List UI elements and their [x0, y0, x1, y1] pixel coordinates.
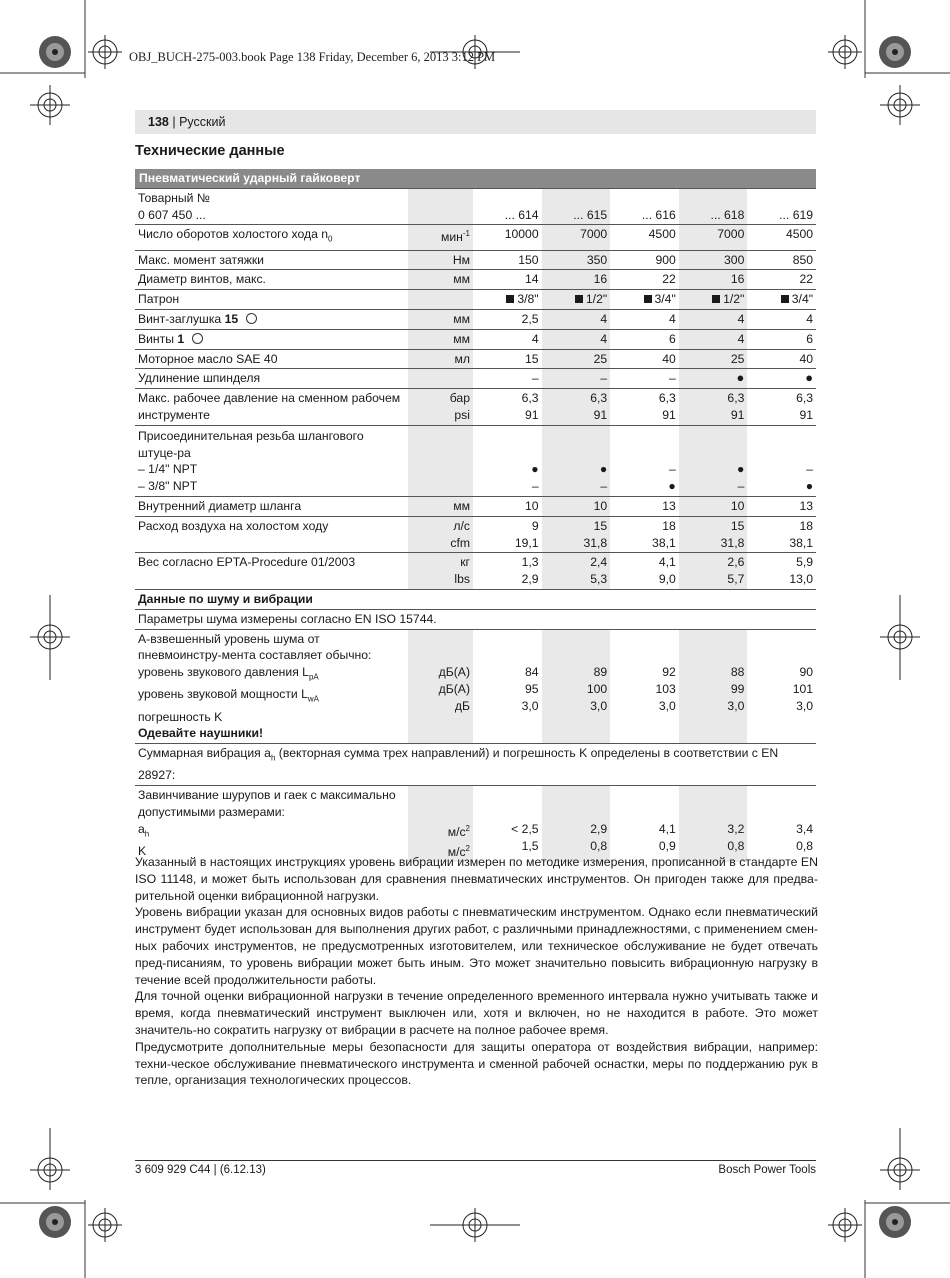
cell-value: 4 [542, 329, 611, 349]
noise-note: Параметры шума измерены согласно EN ISO 15744. [135, 609, 816, 629]
cell-value: 25 [542, 349, 611, 369]
table-row [135, 329, 816, 349]
table-row [135, 290, 816, 310]
cell-value: 22 [610, 270, 679, 290]
circle-icon [246, 313, 257, 324]
page-language: Русский [179, 115, 226, 129]
table-row: Присоединительная резьба шлангового штуце-ра – 1/4" NPT – 3/8" NPT ● – ● – – ● ● – – ● [135, 425, 816, 496]
cell-value: 40 [747, 349, 816, 369]
cell-value: 6 [747, 329, 816, 349]
cell-value: 350 [542, 250, 611, 270]
part-number: 1 [177, 331, 185, 346]
circle-icon [192, 333, 203, 344]
cell-value: 4 [610, 310, 679, 330]
cell-value: 25 [679, 349, 748, 369]
square-drive-icon [575, 295, 583, 303]
section-title: Технические данные [135, 143, 285, 159]
thread-option: – 3/8" NPT [138, 479, 198, 494]
row-label: Винт-заглушка [138, 312, 222, 327]
table-row [135, 609, 816, 629]
table-row: Макс. рабочее давление на сменном рабочем инструменте бар psi 6,3 91 6,3 91 6,3 91 6,3 91 6,3 91 [135, 389, 816, 426]
row-unit: мм [408, 329, 473, 349]
square-drive-icon [712, 295, 720, 303]
table-header: Пневматический ударный гайковерт [135, 169, 816, 188]
row-label: Винты [138, 331, 175, 346]
cell-value: 1/2" [585, 292, 608, 307]
star-target-tr [879, 36, 911, 68]
print-header: OBJ_BUCH-275-003.book Page 138 Friday, December 6, 2013 3:12 PM [129, 50, 496, 64]
cell-value: 4 [679, 329, 748, 349]
table-row: Внутренний диаметр шланга мм 10 10 13 10 13 [135, 496, 816, 516]
row-label: Патрон [135, 290, 408, 310]
model-number: ... 614 [504, 207, 539, 222]
row-label: Диаметр винтов, макс. [135, 270, 408, 290]
cell-value: 15 [473, 349, 542, 369]
model-number: ... 616 [641, 207, 676, 222]
cell-value: 7000 [542, 225, 611, 250]
table-subheader-row [135, 589, 816, 609]
registration-mark-left [30, 85, 70, 1190]
row-label: Внутренний диаметр шланга [135, 496, 408, 516]
row-unit: Нм [408, 250, 473, 270]
cell-value: 14 [473, 270, 542, 290]
table-row: Завинчивание шурупов и гаек с максимально допустимыми размерами: $a_h$ K $м/с^2$ $м/с^2$ < 2,5 1,5 2,9 0,8 4,1 0,9 3,2 0,8 3,4 0,8 [135, 786, 816, 862]
spec-table [135, 169, 816, 862]
cell-value: 4 [542, 310, 611, 330]
table-row [135, 349, 816, 369]
row-unit: psi [454, 408, 470, 422]
table-row [135, 744, 816, 786]
page-header-band: 138 | Русский [135, 110, 816, 134]
row-unit: мин [440, 230, 463, 245]
registration-mark-bl [88, 1208, 122, 1242]
row-unit: мм [408, 496, 473, 516]
registration-mark-tl [88, 35, 122, 69]
registration-mark-br [828, 1208, 862, 1242]
page-number: 138 [148, 115, 169, 129]
footer-divider [135, 1160, 816, 1161]
cell-value: 22 [747, 270, 816, 290]
cell-value: 850 [747, 250, 816, 270]
article-prefix: 0 607 450 ... [138, 207, 206, 222]
square-drive-icon [644, 295, 652, 303]
cell-value: ● [747, 369, 816, 389]
cell-value: 150 [473, 250, 542, 270]
table-row [135, 188, 816, 225]
model-number: ... 615 [573, 207, 608, 222]
row-label: Макс. рабочее давление на сменном рабочем инструменте [135, 389, 408, 426]
square-drive-icon [506, 295, 514, 303]
cell-value: 1/2" [723, 292, 745, 307]
row-label: Присоединительная резьба шлангового штуце-ра [138, 428, 364, 460]
star-target-bl [39, 1206, 71, 1238]
row-label: Удлинение шпинделя [135, 369, 408, 389]
cell-value: 40 [610, 349, 679, 369]
square-drive-icon [781, 295, 789, 303]
vibration-note: Суммарная вибрация $a_h$ (векторная сумма трех направлений) и погрешность K определены в соответствии с EN 28927: [135, 744, 816, 786]
row-unit: мм [408, 270, 473, 290]
noise-title: Данные по шуму и вибрации [135, 589, 816, 609]
cell-value: 3/4" [654, 292, 676, 307]
cell-value: 300 [679, 250, 748, 270]
cell-value: 4 [473, 329, 542, 349]
row-label: Расход воздуха на холостом ходу [135, 516, 408, 553]
body-text [135, 854, 818, 1089]
row-unit: мл [408, 349, 473, 369]
cell-value: 2,5 [473, 310, 542, 330]
cell-value: 16 [542, 270, 611, 290]
table-row [135, 270, 816, 290]
row-unit: мм [408, 310, 473, 330]
table-row: А-взвешенный уровень шума от пневмоинстру-мента составляет обычно: уровень звукового давления $L_{pA}$ уровень звуковой мощности $L_{wA}$ погрешность K Одевайте наушники! дБ(A) дБ(A) дБ 84 95 3,0 89 100 3,0 92 103 3,0 88 99 3,0 90 101 3,0 [135, 629, 816, 744]
row-label: Число оборотов холостого хода n [138, 227, 329, 242]
table-row [135, 369, 816, 389]
table-row [135, 250, 816, 270]
row-label: Макс. момент затяжки [135, 250, 408, 270]
cell-value: 7000 [679, 225, 748, 250]
table-row: Расход воздуха на холостом ходу л/с cfm 9 19,1 15 31,8 18 38,1 15 31,8 18 38,1 [135, 516, 816, 553]
hearing-warning: Одевайте наушники! [138, 726, 264, 741]
footer-doc-number: 3 609 929 C44 | (6.12.13) [135, 1164, 266, 1176]
table-row: Число оборотов холостого хода $n_0$ мин$^{-1}$ 10000 7000 4500 7000 4500 [135, 225, 816, 250]
registration-mark-tr [828, 35, 862, 69]
table-row [135, 310, 816, 330]
registration-mark-right [880, 85, 920, 1190]
part-number: 15 [224, 312, 239, 327]
table-header-row [135, 169, 816, 188]
cell-value: 4500 [610, 225, 679, 250]
registration-mark-bottom [430, 1208, 520, 1242]
cell-value: – [542, 369, 611, 389]
table-row: Вес согласно EPTA-Procedure 01/2003 кг lbs 1,3 2,9 2,4 5,3 4,1 9,0 2,6 5,7 5,9 13,0 [135, 553, 816, 590]
paragraph: Для точной оценки вибрационной нагрузки в течение определенного временного интервала нужно учитывать также и время, когда пневматический инструмент выключен или, хотя и включен, но не находится в работе. Это может значитель-но сократить нагрузку от вибрации в расчете на полное рабочее время. [135, 989, 818, 1037]
cell-value: – [610, 369, 679, 389]
row-label: Моторное масло SAE 40 [135, 349, 408, 369]
cell-value: 10000 [473, 225, 542, 250]
cell-value: 4 [679, 310, 748, 330]
cell-value: 900 [610, 250, 679, 270]
cell-value: 16 [679, 270, 748, 290]
paragraph: Предусмотрите дополнительные меры безопасности для защиты оператора от воздействия вибрации, например: техни-ческое обслуживание пневматического инструмента и сменной рабочей оснастки, меры по поддержанию рук в тепле, организация технологических процессов. [135, 1039, 818, 1088]
footer-brand: Bosch Power Tools [718, 1164, 816, 1176]
cell-value: 3/8" [517, 292, 539, 307]
model-number: ... 619 [779, 207, 814, 222]
vibration-intro: Завинчивание шурупов и гаек с максимально допустимыми размерами: [138, 788, 396, 820]
cell-value: – [473, 369, 542, 389]
cell-value: 3/4" [791, 292, 814, 307]
cell-value: ● [679, 369, 748, 389]
row-unit: бар [449, 391, 470, 406]
paragraph: Указанный в настоящих инструкциях уровень вибрации измерен по методике измерения, прописанной в стандарте EN ISO 11148, и может быть использован для сравнения пневматических инструментов. Он пригоден также для предва-рительной оценки вибрационной нагрузки. [135, 855, 818, 903]
row-label: Вес согласно EPTA-Procedure 01/2003 [135, 553, 408, 590]
thread-option: – 1/4" NPT [138, 462, 198, 477]
star-target-tl [39, 36, 71, 68]
paragraph: Уровень вибрации указан для основных видов работы с пневматическим инструментом. Однако если пневматический инструмент будет использован для выполнения других работ, с различными принадлежностями, с применением смен-ных рабочих инструментов, не предусмотренных изготовителем, или техническое обслуживание не будет отвечать пред-писаниям, то уровень вибрации может быть иным. Это может значительно повысить вибрационную нагрузку в течение всей продолжительности работы. [135, 905, 818, 987]
cell-value: 4500 [747, 225, 816, 250]
noise-intro: А-взвешенный уровень шума от пневмоинстру-мента составляет обычно: [138, 631, 372, 663]
star-target-br [879, 1206, 911, 1238]
article-label: Товарный № [138, 190, 210, 205]
cell-value: 6 [610, 329, 679, 349]
cell-value: 4 [747, 310, 816, 330]
model-number: ... 618 [710, 207, 745, 222]
